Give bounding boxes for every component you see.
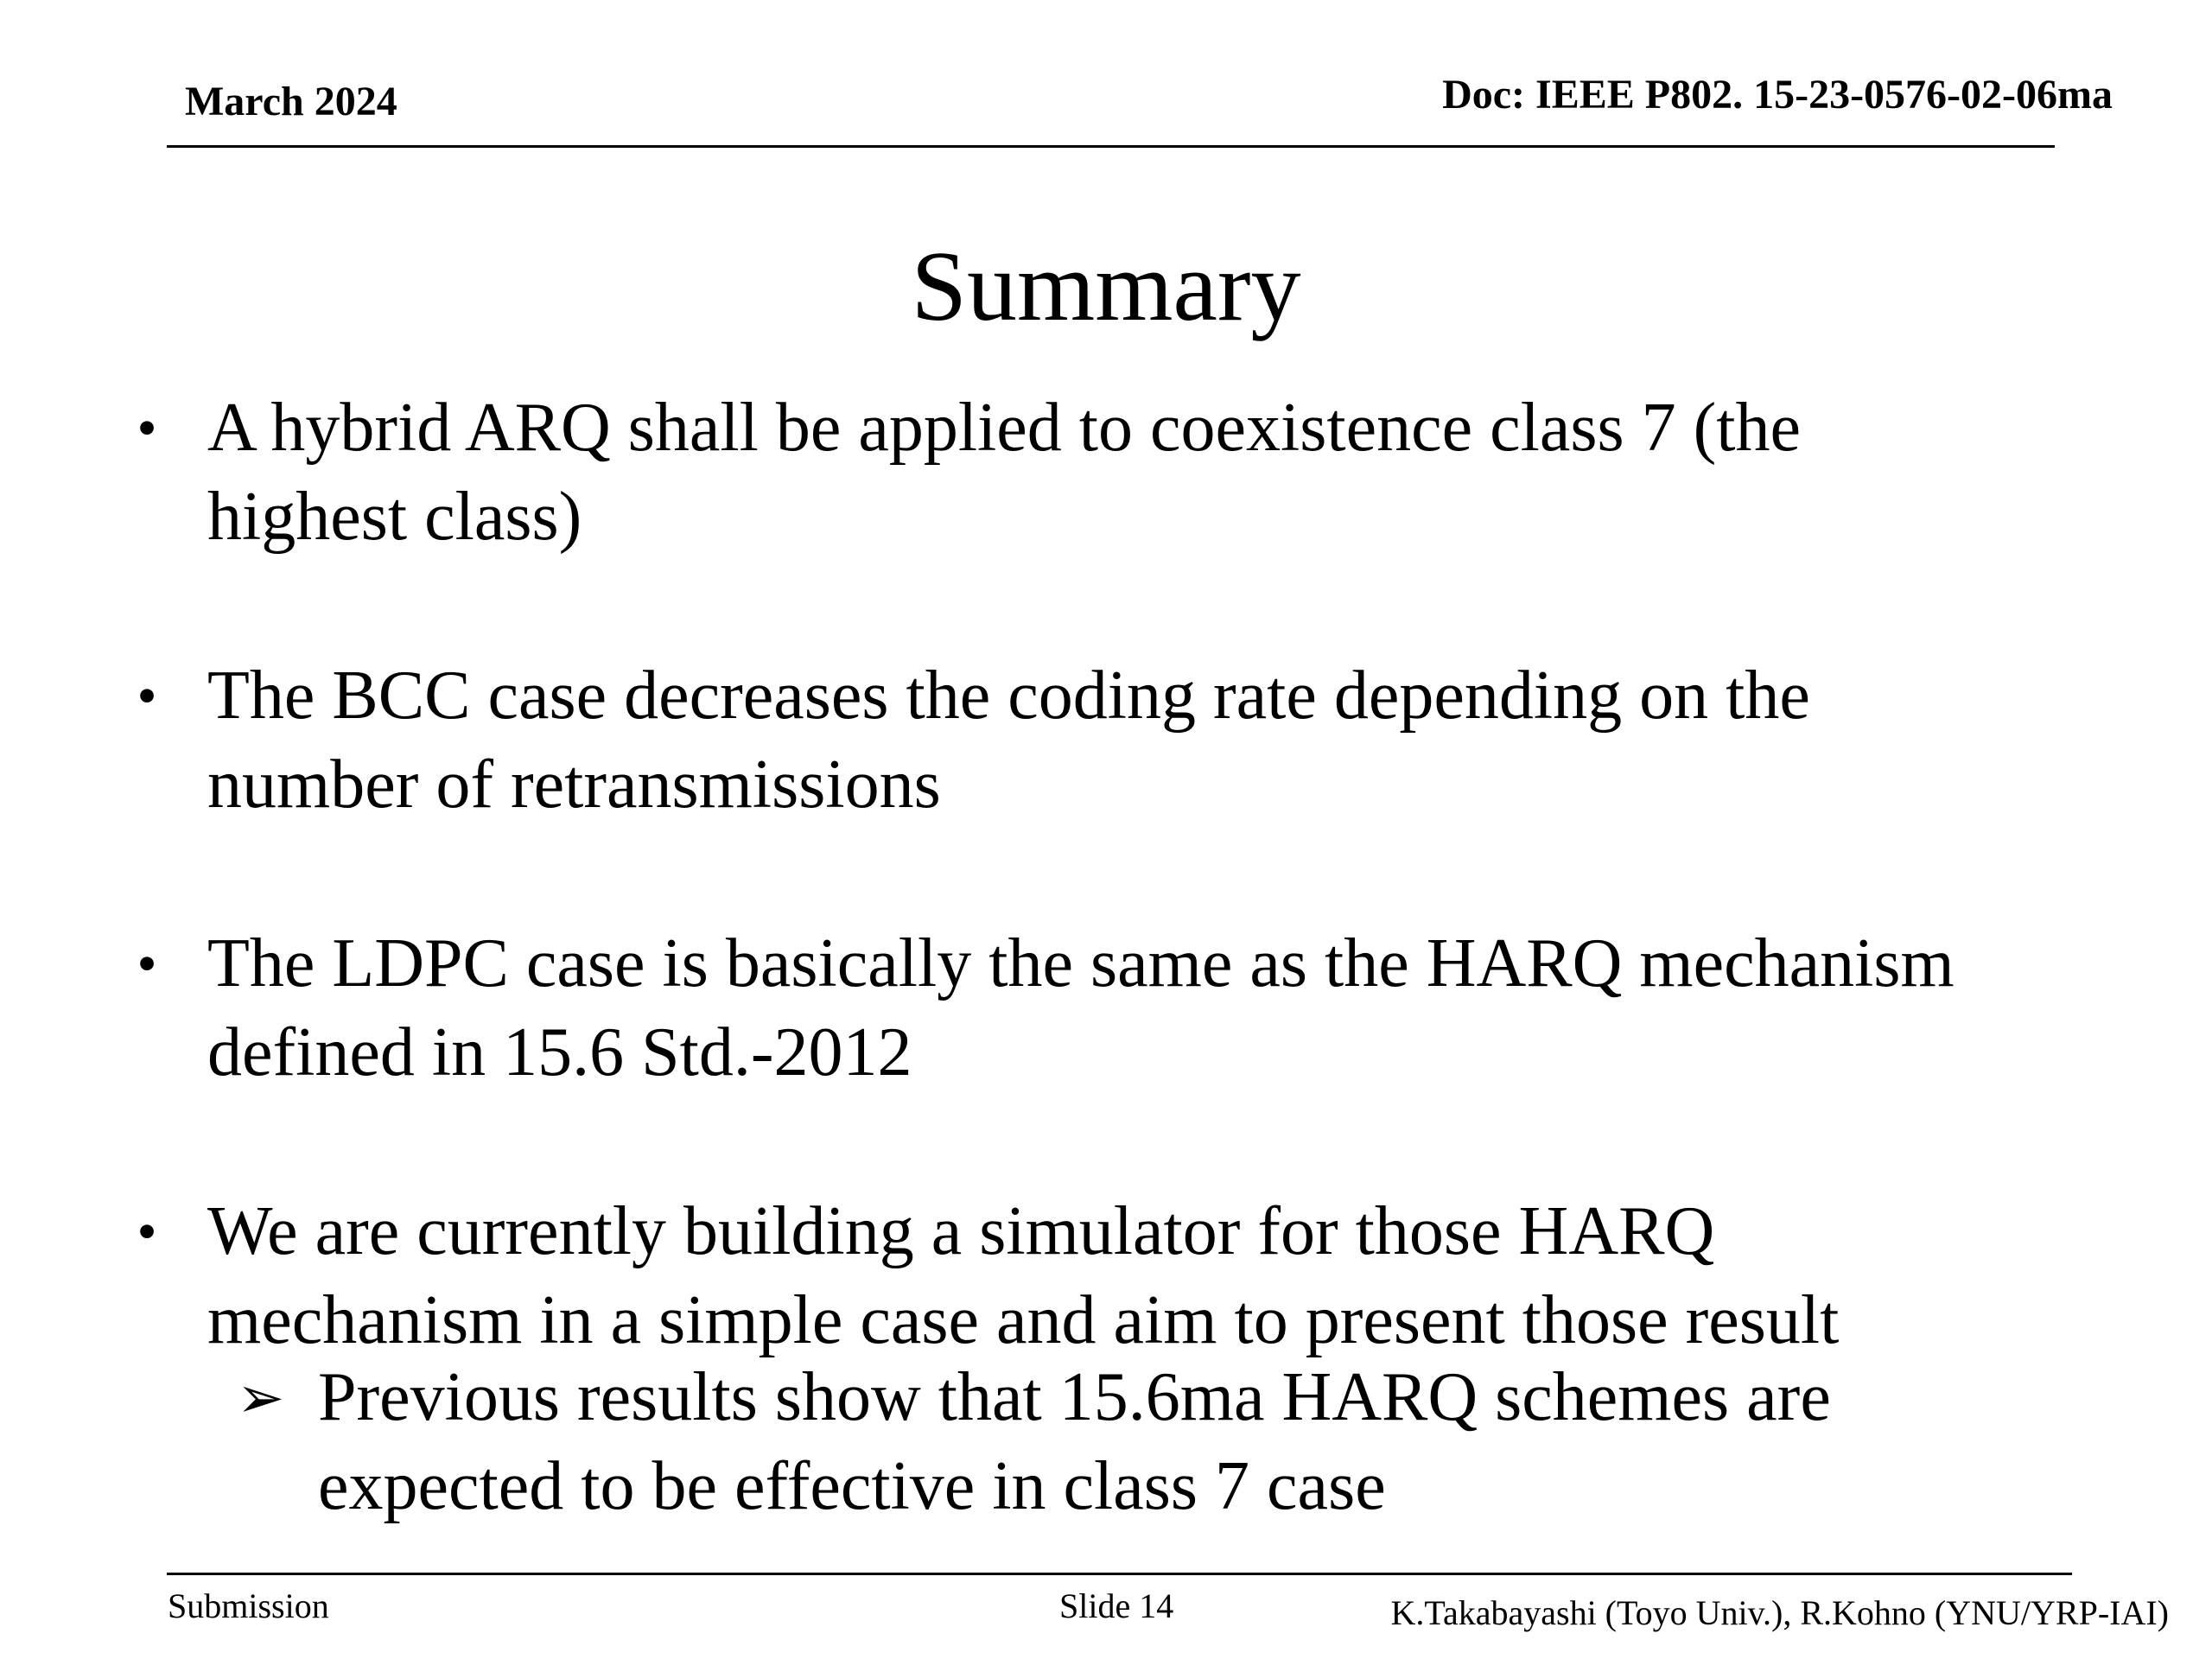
footer-submission: Submission bbox=[168, 1586, 329, 1625]
footer-divider bbox=[167, 1573, 2072, 1575]
bullet-text-line: The LDPC case is basically the same as the HARQ mechanism bbox=[207, 925, 1955, 1001]
bullet-item bbox=[137, 384, 2143, 562]
bullet-text-line: number of retransmissions bbox=[207, 747, 941, 823]
bullet-text-line: A hybrid ARQ shall be applied to coexistence class 7 (the bbox=[207, 390, 1802, 466]
header-date: March 2024 bbox=[185, 79, 397, 124]
header-divider bbox=[167, 145, 2055, 148]
footer-authors: K.Takabayashi (Toyo Univ.), R.Kohno (YNU/YRP-IAI) bbox=[1390, 1593, 2169, 1632]
sub-bullet-text-line: expected to be effective in class 7 case bbox=[318, 1448, 1386, 1524]
bullet-icon: • bbox=[137, 932, 157, 995]
bullet-item bbox=[137, 652, 2143, 830]
bullet-item bbox=[137, 919, 2143, 1097]
sub-bullet-item bbox=[237, 1353, 1831, 1531]
bullet-text-line: defined in 15.6 Std.-2012 bbox=[207, 1014, 912, 1090]
footer-slide-number: Slide 14 bbox=[1059, 1586, 1174, 1625]
bullet-icon: • bbox=[137, 664, 157, 728]
sub-bullet-text-line: Previous results show that 15.6ma HARQ schemes are bbox=[318, 1359, 1831, 1435]
bullet-text-line: The BCC case decreases the coding rate depending on the bbox=[207, 658, 1810, 734]
arrow-bullet-icon: ➢ bbox=[237, 1364, 285, 1431]
bullet-icon: • bbox=[137, 397, 157, 460]
header-doc-id: Doc: IEEE P802. 15-23-0576-02-06ma bbox=[1442, 72, 2113, 118]
bullet-text-line: mechanism in a simple case and aim to present those result bbox=[207, 1282, 1840, 1358]
bullet-text-line: highest class) bbox=[207, 479, 582, 555]
bullet-text-line: We are currently building a simulator for those HARQ bbox=[207, 1193, 1715, 1269]
bullet-icon: • bbox=[137, 1200, 157, 1263]
slide-title: Summary bbox=[911, 232, 1301, 342]
bullet-item bbox=[137, 1187, 2143, 1365]
